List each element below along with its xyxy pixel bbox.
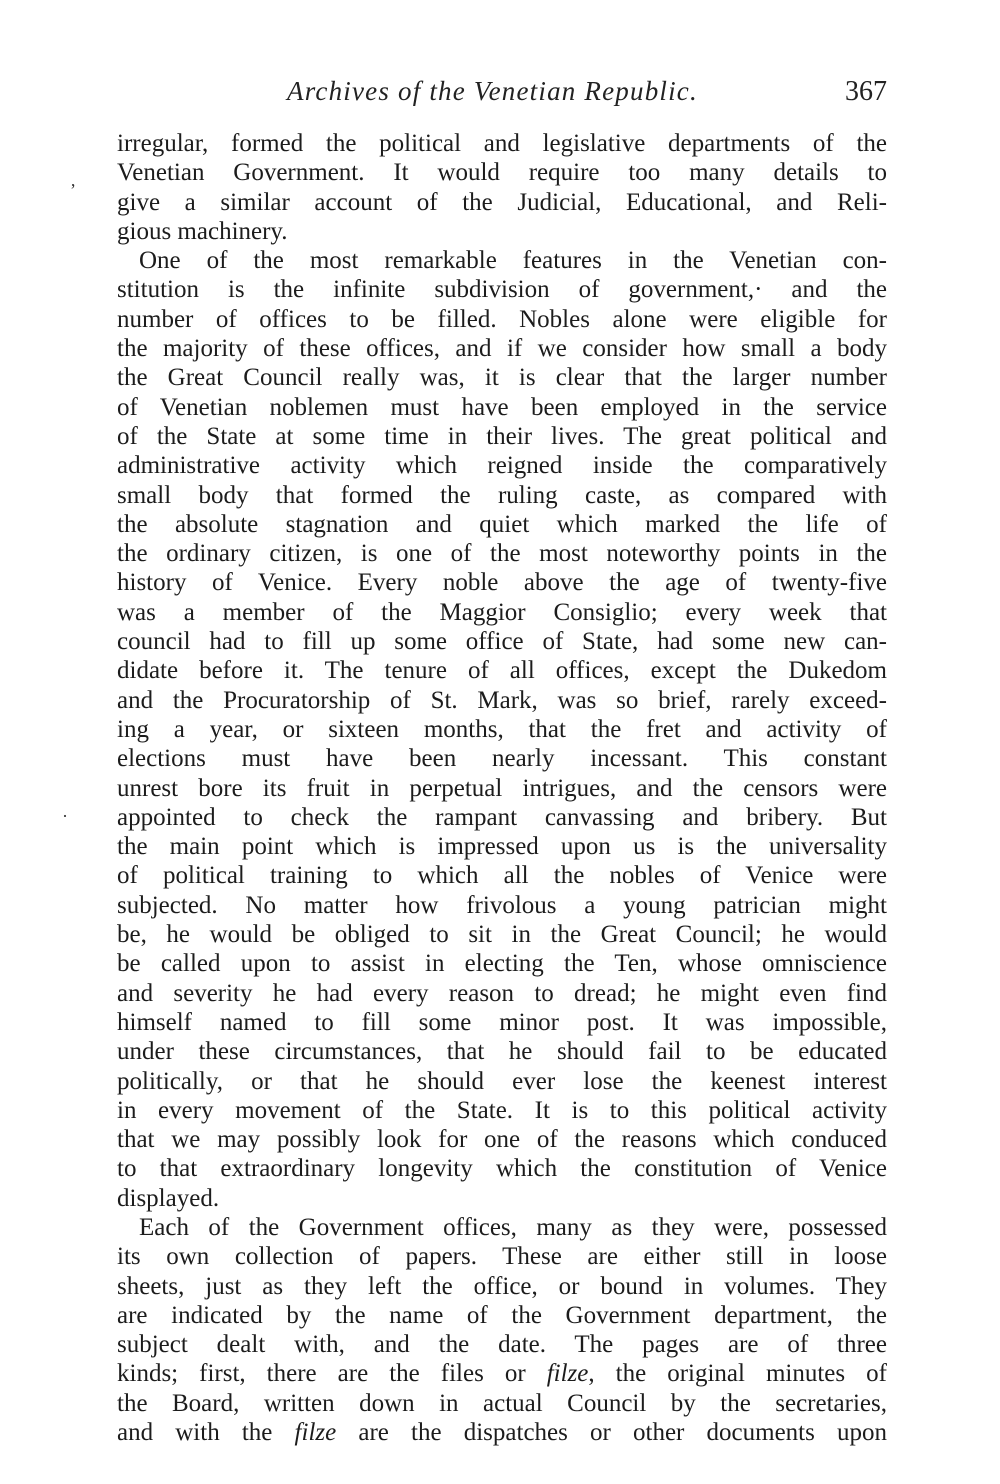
text-line: be, he would be obliged to sit in the Great Council; he would <box>117 921 887 949</box>
text-line: of political training to which all the nobles of Venice were <box>117 862 887 890</box>
text-line: administrative activity which reigned inside the comparatively <box>117 452 887 480</box>
text-line: the Board, written down in actual Council by the secretaries, <box>117 1389 887 1417</box>
text-line: number of offices to be filled. Nobles alone were eligible for <box>117 305 887 333</box>
text-line: and severity he had every reason to dread; he might even find <box>117 979 887 1007</box>
paragraph <box>117 246 887 1213</box>
text-line: kinds; first, there are the files or filze, the original minutes of <box>117 1360 887 1388</box>
page-number: 367 <box>845 76 887 107</box>
paragraph <box>117 1213 887 1447</box>
text-line: subjected. No matter how frivolous a young patrician might <box>117 891 887 919</box>
text-line: and the Procuratorship of St. Mark, was so brief, rarely exceed- <box>117 686 887 714</box>
text-line: that we may possibly look for one of the reasons which conduced <box>117 1126 887 1154</box>
paragraph <box>117 129 887 246</box>
text-line: and with the filze are the dispatches or other documents upon <box>117 1419 887 1447</box>
text-line: displayed. <box>117 1184 220 1212</box>
italic-term: filze <box>546 1360 589 1388</box>
text-line: ing a year, or sixteen months, that the fret and activity of <box>117 715 887 743</box>
text-line: be called upon to assist in electing the Ten, whose omniscience <box>117 950 887 978</box>
text-line: to that extraordinary longevity which the constitution of Venice <box>117 1155 887 1183</box>
text-line: unrest bore its fruit in perpetual intrigues, and the censors were <box>117 774 887 802</box>
running-title: Archives of the Venetian Republic. <box>287 76 698 106</box>
text-line: politically, or that he should ever lose the keenest interest <box>117 1067 887 1095</box>
text-line: was a member of the Maggior Consiglio; every week that <box>117 598 887 626</box>
text-line: the absolute stagnation and quiet which marked the life of <box>117 510 887 538</box>
text-line: the main point which is impressed upon us is the universality <box>117 833 887 861</box>
text-line: stitution is the infinite subdivision of government,· and the <box>117 276 887 304</box>
text-line: himself named to fill some minor post. It was impossible, <box>117 1008 887 1036</box>
text-line: of Venetian noblemen must have been employed in the service <box>117 393 887 421</box>
text-line: the ordinary citizen, is one of the most noteworthy points in the <box>117 540 887 568</box>
text-line: Venetian Government. It would require too many details to <box>117 159 887 187</box>
text-line: in every movement of the State. It is to this political activity <box>117 1096 887 1124</box>
text-line: small body that formed the ruling caste, as compared with <box>117 481 887 509</box>
text-line: appointed to check the rampant canvassing and bribery. But <box>117 803 887 831</box>
text-line: give a similar account of the Judicial, Educational, and Reli- <box>117 188 887 216</box>
text-line: gious machinery. <box>117 217 288 245</box>
italic-term: filze <box>294 1419 337 1447</box>
text-line: One of the most remarkable features in the Venetian con- <box>139 247 887 275</box>
text-line: of the State at some time in their lives. The great political and <box>117 422 887 450</box>
text-line: under these circumstances, that he should fail to be educated <box>117 1038 887 1066</box>
body-text <box>117 129 887 1447</box>
text-line: the Great Council really was, it is clear that the larger number <box>117 364 887 392</box>
text-line: didate before it. The tenure of all offices, except the Dukedom <box>117 657 887 685</box>
text-line: elections must have been nearly incessant. This constant <box>117 745 887 773</box>
text-line: Each of the Government offices, many as they were, possessed <box>139 1213 887 1241</box>
margin-mark: · <box>62 806 68 826</box>
text-line: the majority of these offices, and if we consider how small a body <box>117 335 887 363</box>
margin-mark: ’ <box>70 180 76 200</box>
text-line: history of Venice. Every noble above the age of twenty-five <box>117 569 887 597</box>
text-line: council had to fill up some office of State, had some new can- <box>117 628 887 656</box>
text-line: are indicated by the name of the Government department, the <box>117 1301 887 1329</box>
running-head <box>117 76 887 112</box>
text-line: its own collection of papers. These are either still in loose <box>117 1243 887 1271</box>
text-line: sheets, just as they left the office, or bound in volumes. They <box>117 1272 887 1300</box>
text-line: subject dealt with, and the date. The pages are of three <box>117 1331 887 1359</box>
text-line: irregular, formed the political and legislative departments of the <box>117 130 887 157</box>
